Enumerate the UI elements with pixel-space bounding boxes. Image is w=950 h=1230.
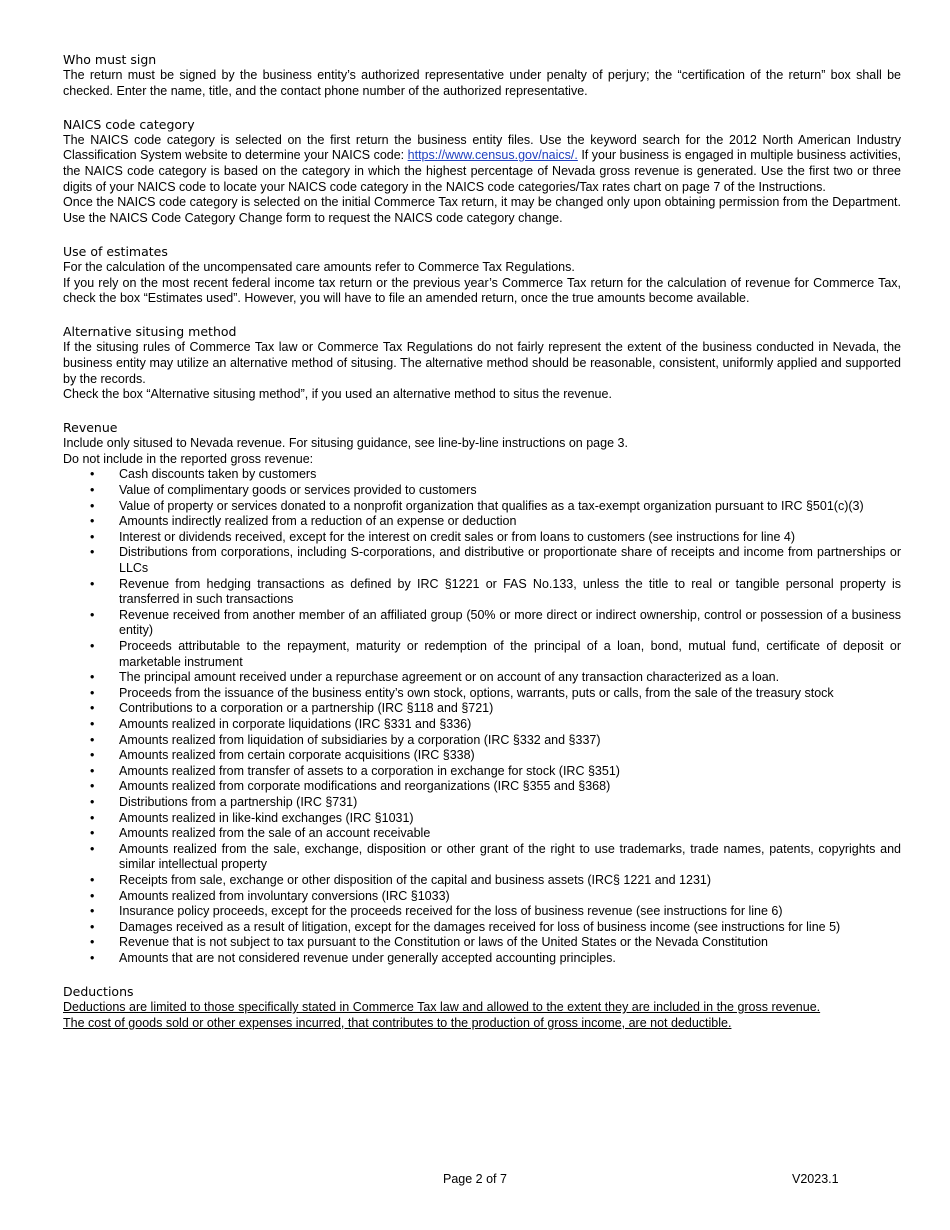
list-item — [63, 577, 901, 608]
section-deductions — [63, 982, 901, 1031]
list-item-text: Amounts realized from the sale of an account receivable — [119, 826, 431, 841]
list-item — [63, 499, 901, 515]
list-item — [63, 951, 901, 967]
section-estimates — [63, 242, 901, 307]
list-item-text: Amounts realized in like-kind exchanges (IRC §1031) — [119, 810, 414, 825]
list-item-text: Amounts realized from certain corporate acquisitions (IRC §338) — [119, 748, 475, 763]
list-item — [63, 748, 901, 764]
list-item-text: Revenue that is not subject to tax pursuant to the Constitution or laws of the United States or the Nevada Constitution — [119, 935, 768, 950]
list-item-text: Revenue from hedging transactions as defined by IRC §1221 or FAS No.133, unless the title to real or tangible personal property is transferred in such transactions — [119, 576, 901, 607]
list-item — [63, 826, 901, 842]
list-item — [63, 795, 901, 811]
bullet-icon: • — [90, 904, 95, 919]
bullet-icon: • — [90, 529, 95, 544]
bullet-icon: • — [90, 701, 95, 716]
list-item-text: Amounts realized from transfer of assets to a corporation in exchange for stock (IRC §351) — [119, 763, 620, 778]
list-item — [63, 639, 901, 670]
bullet-icon: • — [90, 483, 95, 498]
bullet-icon: • — [90, 919, 95, 934]
list-item — [63, 686, 901, 702]
list-item — [63, 779, 901, 795]
bullet-icon: • — [90, 607, 95, 622]
list-item-text: Value of property or services donated to a nonprofit organization that qualifies as a tax-exempt organization pursuant to IRC §501(c)(3) — [119, 498, 864, 513]
list-item — [63, 889, 901, 905]
bullet-icon: • — [90, 545, 95, 560]
bullet-icon: • — [90, 935, 95, 950]
section-who-must-sign — [63, 50, 901, 99]
list-item — [63, 483, 901, 499]
bullet-icon: • — [90, 888, 95, 903]
bullet-icon: • — [90, 779, 95, 794]
naics-paragraph-1 — [63, 133, 901, 195]
list-item-text: Amounts realized from involuntary conversions (IRC §1033) — [119, 888, 450, 903]
list-item-text: Proceeds from the issuance of the business entity’s own stock, options, warrants, puts or calls, from the sale of the treasury stock — [119, 685, 834, 700]
section-title-who-must-sign: Who must sign — [63, 52, 157, 67]
list-item-text: Amounts realized from the sale, exchange, disposition or other grant of the right to use trademarks, trade names, patents, copyrights and similar intellectual property — [119, 841, 901, 872]
bullet-icon: • — [90, 732, 95, 747]
list-item-text: The principal amount received under a repurchase agreement or on account of any transaction characterized as a loan. — [119, 670, 780, 685]
section-naics — [63, 115, 901, 227]
list-item — [63, 842, 901, 873]
naics-text-after-link: If your business is engaged in multiple business activities, the NAICS code category is based on the category in which the highest percentage of Nevada gross revenue is generated. Use the first two or three digits of your NAICS code to locate your NAICS code category in the NAICS code categories/Tax rates chart on page 7 of the Instructions. — [63, 148, 901, 194]
deductions-line-2: The cost of goods sold or other expenses incurred, that contributes to the production of gross income, are not deductible. — [63, 1015, 732, 1030]
list-item — [63, 514, 901, 530]
list-item-text: Amounts indirectly realized from a reduction of an expense or deduction — [119, 514, 517, 529]
section-title-revenue: Revenue — [63, 420, 118, 436]
bullet-icon: • — [90, 639, 95, 653]
list-item-text: Distributions from a partnership (IRC §731) — [119, 794, 358, 809]
list-item — [63, 467, 901, 483]
document-page — [63, 50, 901, 1047]
bullet-icon: • — [90, 794, 95, 809]
list-item — [63, 764, 901, 780]
list-item — [63, 717, 901, 733]
list-item — [63, 701, 901, 717]
list-item-text: Distributions from corporations, including S-corporations, and distributive or proportionate share of receipts and income from partnerships or LLCs — [119, 545, 901, 576]
bullet-icon: • — [90, 950, 95, 965]
list-item — [63, 670, 901, 686]
alt-situsing-paragraph-2: Check the box “Alternative situsing method”, if you used an alternative method to situs the revenue. — [63, 387, 612, 402]
who-must-sign-text: The return must be signed by the business entity’s authorized representative under penalty of perjury; the “certification of the return” box shall be checked. Enter the name, title, and the contact phone number of the authorized representative. — [63, 68, 901, 98]
list-item — [63, 920, 901, 936]
section-title-estimates: Use of estimates — [63, 243, 168, 259]
list-item-text: Receipts from sale, exchange or other disposition of the capital and business assets (IRC§ 1221 and 1231) — [119, 872, 712, 887]
bullet-icon: • — [90, 872, 95, 887]
bullet-icon: • — [90, 748, 95, 763]
bullet-icon: • — [90, 467, 95, 482]
bullet-icon: • — [90, 716, 95, 731]
section-alternative-situsing — [63, 322, 901, 402]
list-item-text: Insurance policy proceeds, except for the proceeds received for the loss of business revenue (see instructions for line 6) — [119, 904, 783, 919]
bullet-icon: • — [90, 826, 95, 841]
revenue-paragraph-1: Include only sitused to Nevada revenue. For situsing guidance, see line-by-line instructions on page 3. — [63, 436, 628, 451]
bullet-icon: • — [90, 670, 95, 685]
revenue-paragraph-2: Do not include in the reported gross revenue: — [63, 451, 314, 466]
bullet-icon: • — [90, 763, 95, 778]
estimates-paragraph-1: For the calculation of the uncompensated care amounts refer to Commerce Tax Regulations. — [63, 259, 575, 274]
list-item-text: Amounts realized from liquidation of subsidiaries by a corporation (IRC §332 and §337) — [119, 732, 601, 747]
list-item-text: Amounts realized from corporate modifications and reorganizations (IRC §355 and §368) — [119, 779, 611, 794]
list-item — [63, 545, 901, 576]
list-item — [63, 733, 901, 749]
list-item-text: Proceeds attributable to the repayment, maturity or redemption of the principal of a loan, bond, mutual fund, certificate of deposit or marketable instrument — [119, 639, 901, 669]
list-item-text: Amounts realized in corporate liquidations (IRC §331 and §336) — [119, 716, 472, 731]
list-item — [63, 811, 901, 827]
alt-situsing-paragraph-1: If the situsing rules of Commerce Tax law or Commerce Tax Regulations do not fairly represent the extent of the business conducted in Nevada, the business entity may utilize an alternative method of situsing. The alternative method should be reasonable, consistent, uniformly applied and supported by the records. — [63, 340, 901, 386]
list-item-text: Interest or dividends received, except for the interest on credit sales or from loans to customers (see instructions for line 4) — [119, 529, 796, 544]
bullet-icon: • — [90, 685, 95, 700]
bullet-icon: • — [90, 841, 95, 856]
revenue-exclusions-list — [63, 467, 901, 966]
bullet-icon: • — [90, 576, 95, 591]
page-number: Page 2 of 7 — [443, 1172, 507, 1186]
list-item — [63, 608, 901, 639]
estimates-paragraph-2: If you rely on the most recent federal income tax return or the previous year’s Commerce Tax return for the calculation of revenue for Commerce Tax, check the box “Estimates used”. However, you will have to file an amended return, once the true amounts become available. — [63, 275, 901, 306]
naics-paragraph-2: Once the NAICS code category is selected on the initial Commerce Tax return, it may be changed only upon obtaining permission from the Department. Use the NAICS Code Category Change form to request the NAICS code category change. — [63, 195, 901, 225]
section-title-naics: NAICS code category — [63, 116, 195, 132]
list-item-text: Damages received as a result of litigation, except for the damages received for loss of business income (see instructions for line 5) — [119, 919, 841, 934]
list-item-text: Revenue received from another member of an affiliated group (50% or more direct or indirect ownership, control or possession of a business entity) — [119, 607, 901, 638]
list-item-text: Amounts that are not considered revenue under generally accepted accounting principles. — [119, 950, 616, 965]
list-item — [63, 904, 901, 920]
naics-text-before-link: The NAICS code category is selected on the first return the business entity files. Use the keyword search for the 2012 North American Industry Classification System website to determine your NAICS code: — [63, 132, 901, 163]
list-item — [63, 530, 901, 546]
bullet-icon: • — [90, 810, 95, 825]
list-item-text: Cash discounts taken by customers — [119, 467, 317, 482]
deductions-line-1: Deductions are limited to those specifically stated in Commerce Tax law and allowed to the extent they are included in the gross revenue. — [63, 1000, 821, 1015]
bullet-icon: • — [90, 498, 95, 513]
section-revenue — [63, 418, 901, 966]
section-title-deductions: Deductions — [63, 984, 134, 1000]
version-label: V2023.1 — [792, 1172, 839, 1186]
section-title-alternative-situsing: Alternative situsing method — [63, 324, 237, 340]
list-item — [63, 873, 901, 889]
list-item — [63, 935, 901, 951]
census-naics-link[interactable]: https://www.census.gov/naics/. — [407, 148, 578, 163]
bullet-icon: • — [90, 514, 95, 529]
list-item-text: Value of complimentary goods or services provided to customers — [119, 483, 477, 498]
list-item-text: Contributions to a corporation or a partnership (IRC §118 and §721) — [119, 701, 494, 716]
